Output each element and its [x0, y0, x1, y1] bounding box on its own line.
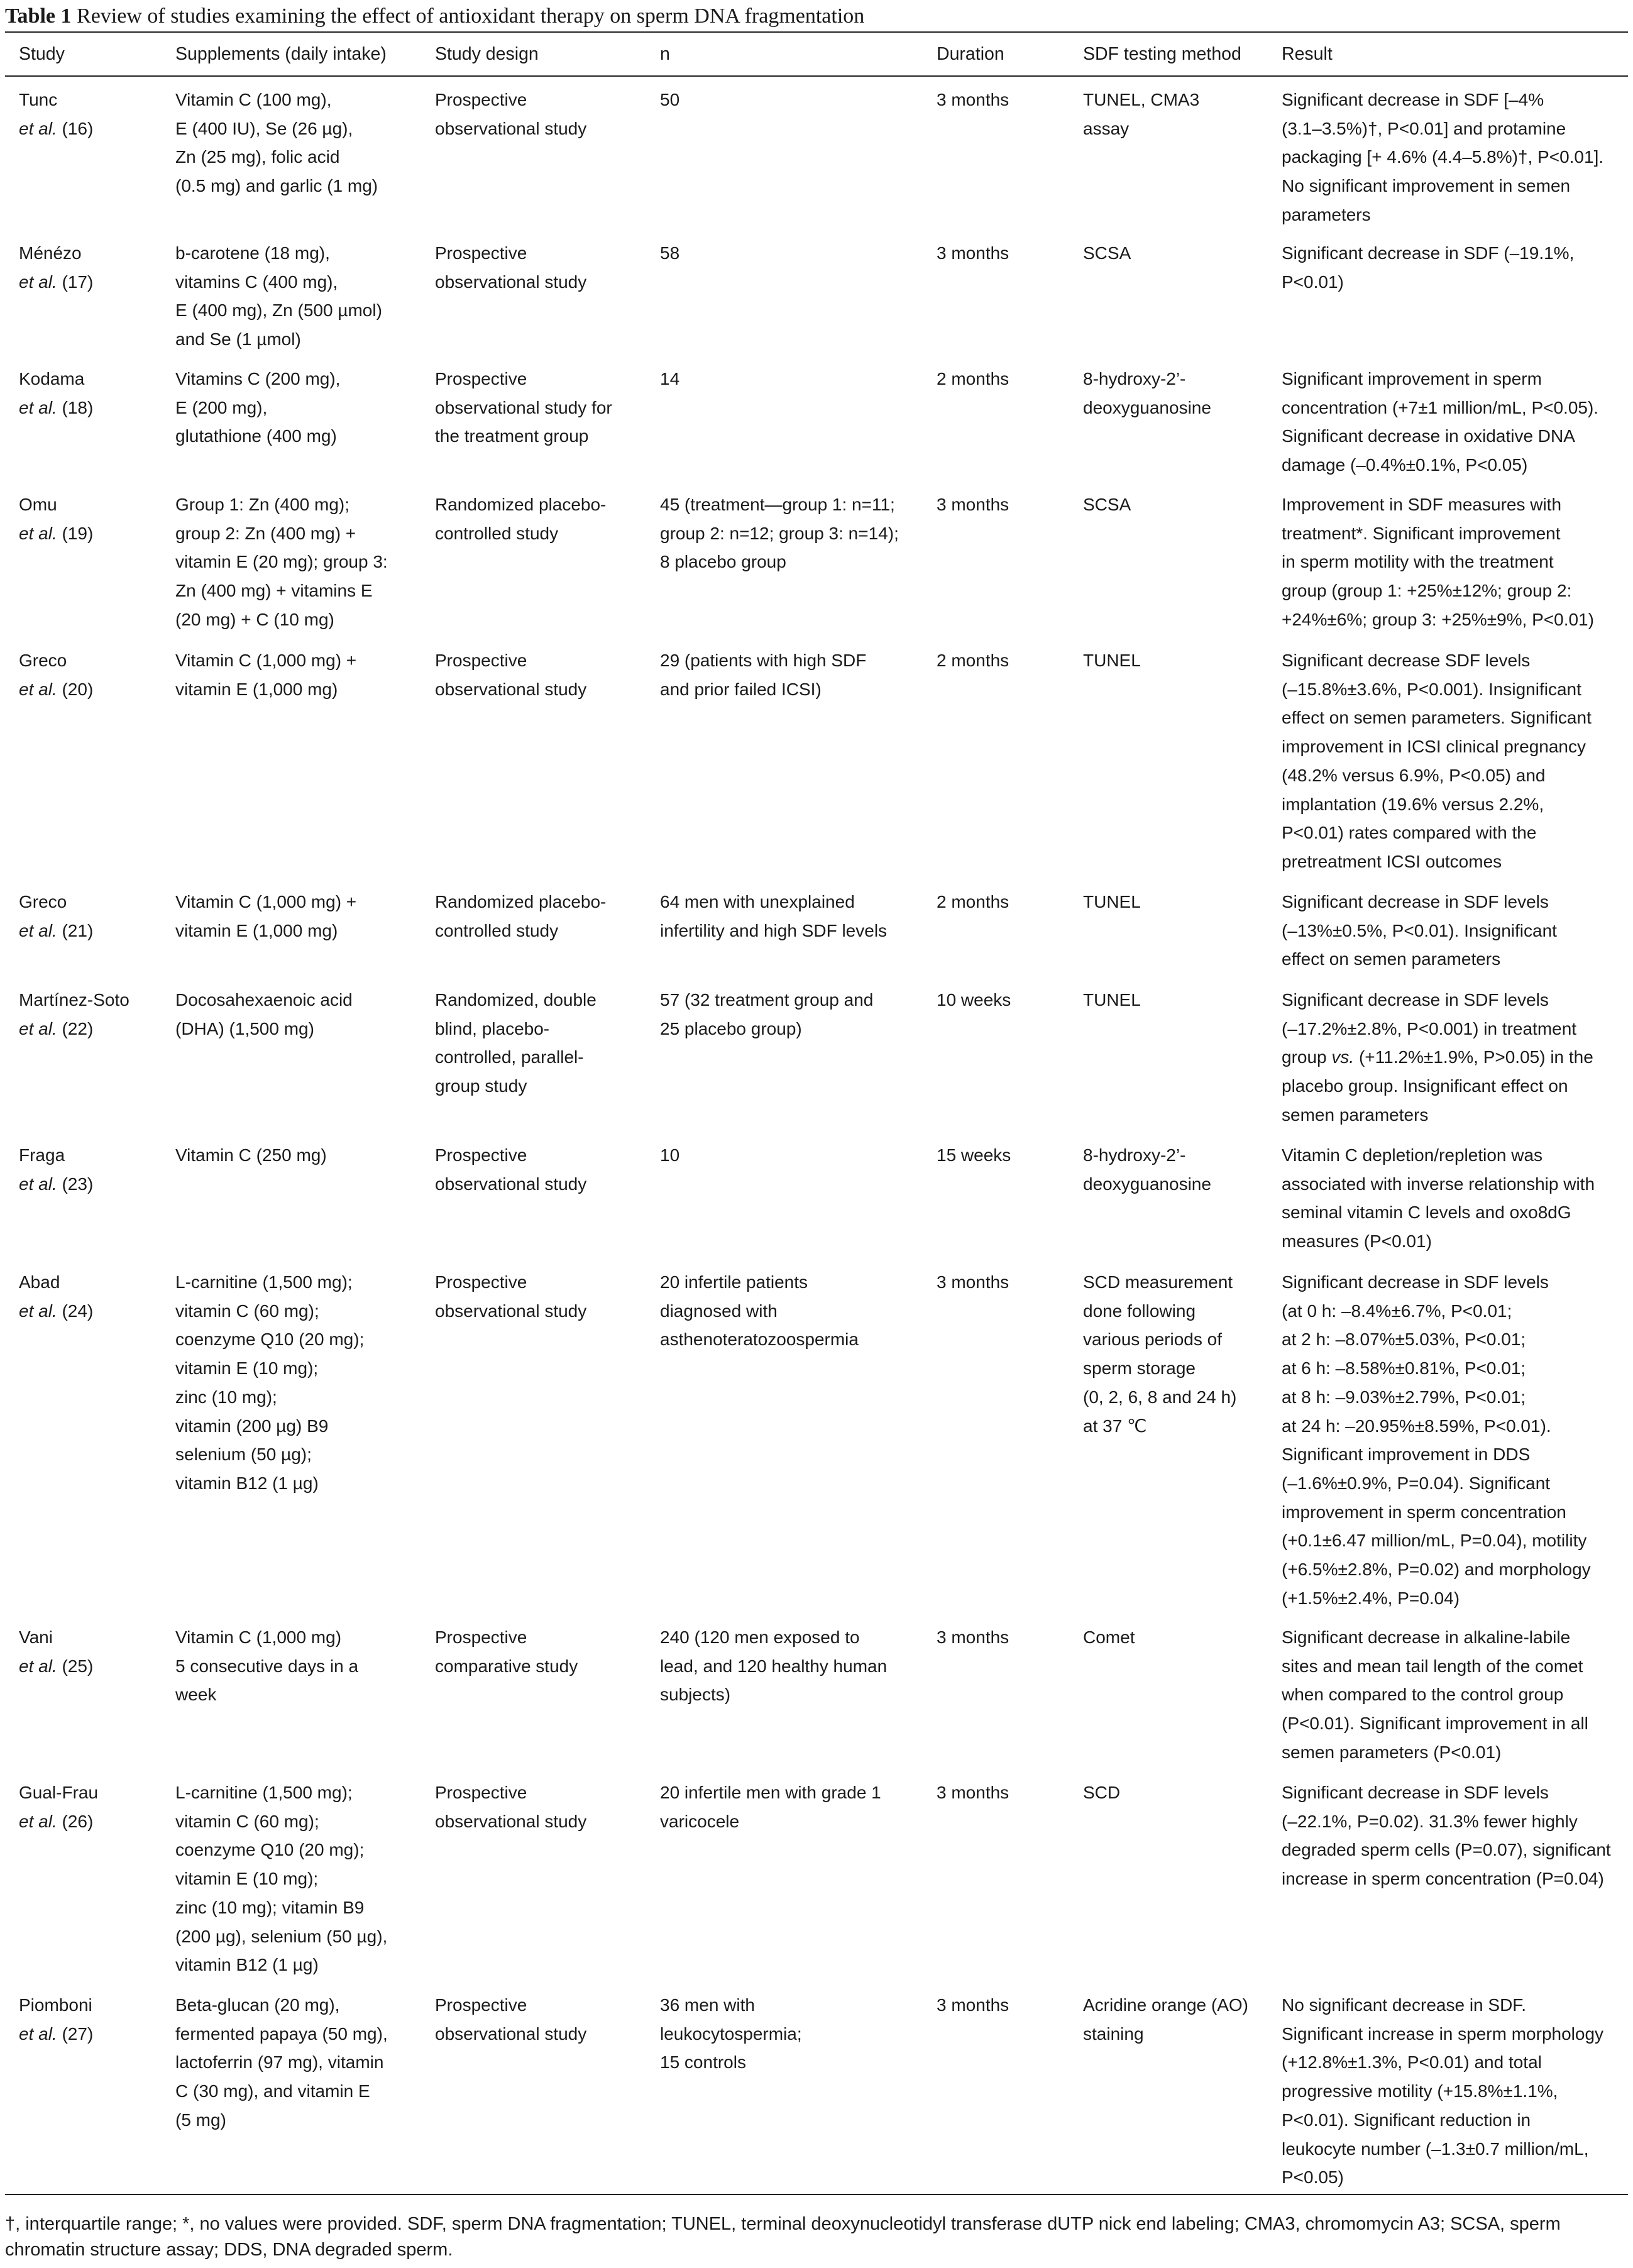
study-etal: et al. — [19, 1174, 57, 1194]
study-cell — [5, 356, 162, 482]
table-row — [5, 977, 1628, 1132]
study-ref: (23) — [62, 1174, 94, 1194]
result-cell — [1268, 977, 1628, 1132]
study-etal: et al. — [19, 1811, 57, 1831]
table-row — [5, 637, 1628, 879]
study-author: Gual-Frau — [19, 1783, 99, 1802]
header-supplements: Supplements (daily intake) — [162, 32, 421, 76]
study-ref: (21) — [62, 920, 94, 940]
method-cell: TUNEL — [1083, 990, 1141, 1010]
design-cell: Prospective observational study — [435, 1272, 587, 1321]
study-etal: et al. — [19, 920, 57, 940]
study-etal: et al. — [19, 2023, 57, 2044]
supplements-cell: Beta-glucan (20 mg), fermented papaya (50 mg), lactoferrin (97 mg), vitamin C (30 mg), and vitamin E (5 mg) — [162, 1982, 421, 2194]
duration-cell: 2 months — [937, 369, 1009, 388]
result-vs: vs. — [1331, 1047, 1355, 1067]
n-cell: 240 (120 men exposed to lead, and 120 healthy human subjects) — [660, 1627, 888, 1705]
study-ref: (19) — [62, 523, 94, 543]
method-cell: SCSA — [1083, 243, 1131, 263]
result-cell: Significant decrease in SDF levels (–22.1%, P=0.02). 31.3% fewer highly degraded sperm cells (P=0.07), significant increase in sperm concentration (P=0.04) — [1282, 1783, 1611, 1889]
study-ref: (27) — [62, 2023, 94, 2044]
study-ref: (25) — [62, 1656, 94, 1676]
header-n: n — [646, 32, 923, 76]
supplements-cell: Vitamins C (200 mg), E (200 mg), glutathione (400 mg) — [175, 369, 341, 446]
n-cell: 45 (treatment—group 1: n=11; group 2: n=12; group 3: n=14); 8 placebo group — [660, 495, 899, 572]
study-cell — [5, 1614, 162, 1770]
method-cell: TUNEL, CMA3 assay — [1083, 90, 1200, 138]
supplements-cell: Vitamin C (1,000 mg) + vitamin E (1,000 mg) — [175, 892, 357, 940]
n-cell: 10 — [660, 1145, 680, 1165]
header-sdf-method: SDF testing method — [1069, 32, 1268, 76]
result-cell: No significant decrease in SDF. Significant increase in sperm morphology (+12.8%±1.3%, P<0.01) and total progressive motility (+15.8%±1.1%, P<0.01). Significant reduction in leukocyte number (–1.3±0.7 million/mL, P<0.05) — [1268, 1982, 1628, 2194]
n-cell: 64 men with unexplained infertility and high SDF levels — [660, 892, 888, 940]
table-caption-text: Review of studies examining the effect of antioxidant therapy on sperm DNA fragmentation — [77, 4, 865, 28]
table-caption — [5, 0, 1628, 31]
table-row — [5, 230, 1628, 356]
method-cell: TUNEL — [1083, 892, 1141, 911]
table-row — [5, 76, 1628, 230]
study-ref: (17) — [62, 272, 94, 292]
duration-cell: 3 months — [937, 90, 1009, 109]
study-author: Greco — [19, 651, 67, 670]
design-cell: Randomized placebo- controlled study — [435, 495, 607, 543]
result-cell: Significant decrease in SDF (–19.1%, P<0.01) — [1282, 243, 1575, 292]
study-etal: et al. — [19, 118, 57, 138]
study-author: Fraga — [19, 1145, 65, 1165]
table-caption-label: Table 1 — [5, 4, 72, 28]
header-study: Study — [5, 32, 162, 76]
table-row — [5, 1770, 1628, 1982]
duration-cell: 3 months — [937, 495, 1009, 514]
header-study-design: Study design — [421, 32, 646, 76]
design-cell: Prospective observational study — [435, 90, 587, 138]
design-cell: Prospective observational study — [421, 1982, 646, 2194]
result-cell: Significant decrease SDF levels (–15.8%±3.6%, P<0.001). Insignificant effect on semen parameters. Significant improvement in ICSI clinical pregnancy (48.2% versus 6.9%, P<0.05) and implantation (19.6% versus 2.2%, P<0.01) rates compared with the pretreatment ICSI outcomes — [1282, 651, 1592, 871]
header-duration: Duration — [923, 32, 1069, 76]
study-author: Tunc — [19, 90, 58, 109]
study-ref: (20) — [62, 679, 94, 699]
study-etal: et al. — [19, 523, 57, 543]
duration-cell: 15 weeks — [937, 1145, 1011, 1165]
header-result: Result — [1268, 32, 1628, 76]
supplements-cell: Vitamin C (100 mg), E (400 IU), Se (26 µg), Zn (25 mg), folic acid (0.5 mg) and garlic (1 mg) — [175, 90, 378, 196]
result-text: Significant decrease in SDF levels (–17.2%±2.8%, P<0.001) in treatment group — [1282, 990, 1577, 1067]
n-cell: 50 — [660, 90, 680, 109]
method-cell: 8-hydroxy-2’- deoxyguanosine — [1083, 369, 1211, 417]
study-cell — [5, 230, 162, 356]
n-cell: 29 (patients with high SDF and prior failed ICSI) — [660, 651, 867, 699]
duration-cell: 2 months — [937, 651, 1009, 670]
study-author: Vani — [19, 1627, 53, 1647]
study-cell — [5, 879, 162, 977]
method-cell: Comet — [1083, 1627, 1135, 1647]
table-row — [5, 482, 1628, 637]
study-ref: (16) — [62, 118, 94, 138]
design-cell: Prospective observational study — [435, 1783, 587, 1831]
study-cell — [5, 1132, 162, 1259]
study-cell — [5, 76, 162, 230]
result-text: (+11.2%±1.9%, P>0.05) in the placebo group. Insignificant effect on semen parameters — [1282, 1047, 1593, 1125]
method-cell: Acridine orange (AO) staining — [1069, 1982, 1268, 2194]
table-header-row — [5, 32, 1628, 76]
design-cell: Prospective observational study — [435, 243, 587, 292]
supplements-cell: Docosahexaenoic acid (DHA) (1,500 mg) — [175, 990, 353, 1038]
table-row — [5, 879, 1628, 977]
table-row — [5, 1614, 1628, 1770]
study-author: Abad — [19, 1272, 60, 1292]
table-footnote: †, interquartile range; *, no values were provided. SDF, sperm DNA fragmentation; TUNEL, terminal deoxynucleotidyl transferase dUTP nick end labeling; CMA3, chromomycin A3; SCSA, sperm chromatin structure assay; DDS, DNA degraded sperm. — [5, 2214, 1561, 2260]
table-row — [5, 1132, 1628, 1259]
method-cell: SCD measurement done following various periods of sperm storage (0, 2, 6, 8 and 24 h) at 37 ℃ — [1083, 1272, 1237, 1436]
duration-cell: 3 months — [937, 243, 1009, 263]
study-author: Martínez-Soto — [19, 990, 129, 1010]
n-cell: 57 (32 treatment group and 25 placebo group) — [660, 990, 874, 1038]
study-etal: et al. — [19, 679, 57, 699]
supplements-cell: Group 1: Zn (400 mg); group 2: Zn (400 mg) + vitamin E (20 mg); group 3: Zn (400 mg) + vitamins E (20 mg) + C (10 mg) — [175, 495, 388, 629]
study-cell — [5, 637, 162, 879]
study-ref: (22) — [62, 1018, 94, 1038]
study-ref: (24) — [62, 1301, 94, 1321]
result-cell: Significant improvement in sperm concentration (+7±1 million/mL, P<0.05). Significant decrease in oxidative DNA damage (–0.4%±0.1%, P<0.05) — [1282, 369, 1599, 475]
study-etal: et al. — [19, 1301, 57, 1321]
result-cell: Vitamin C depletion/repletion was associated with inverse relationship with seminal vitamin C levels and oxo8dG measures (P<0.01) — [1282, 1145, 1595, 1252]
method-cell: SCSA — [1083, 495, 1131, 514]
result-cell: Significant decrease in alkaline-labile sites and mean tail length of the comet when compared to the control group (P<0.01). Significant improvement in all semen parameters (P<0.01) — [1282, 1627, 1588, 1762]
studies-table — [5, 31, 1628, 2195]
design-cell: Prospective observational study — [435, 651, 587, 699]
duration-cell: 3 months — [937, 1627, 1009, 1647]
study-author: Omu — [19, 495, 57, 514]
method-cell: TUNEL — [1083, 651, 1141, 670]
study-cell — [5, 1982, 162, 2194]
page — [5, 0, 1628, 2263]
result-cell: Significant decrease in SDF [–4% (3.1–3.5%)†, P<0.01] and protamine packaging [+ 4.6% (4.4–5.8%)†, P<0.01]. No significant improvement in semen parameters — [1282, 90, 1604, 224]
study-author: Piomboni — [19, 1995, 92, 2015]
design-cell: Randomized placebo- controlled study — [435, 892, 607, 940]
study-etal: et al. — [19, 397, 57, 417]
n-cell: 20 infertile men with grade 1 varicocele — [660, 1783, 881, 1831]
design-cell: Prospective comparative study — [435, 1627, 578, 1676]
study-author: Ménézo — [19, 243, 82, 263]
study-author: Greco — [19, 892, 67, 911]
result-cell: Significant decrease in SDF levels (at 0 h: –8.4%±6.7%, P<0.01; at 2 h: –8.07%±5.03%, P<0.01; at 6 h: –8.58%±0.81%, P<0.01; at 8 h: –9.03%±2.79%, P<0.01; at 24 h: –20.95%±8.59%, P<0.01). Significant improvement in DDS (–1.6%±0.9%, P=0.04). Significant improvement in sperm concentration (+0.1±6.47 million/mL, P=0.04), motility (+6.5%±2.8%, P=0.02) and morphology (+1.5%±2.4%, P=0.04) — [1282, 1272, 1591, 1608]
duration-cell: 3 months — [937, 1272, 1009, 1292]
method-cell: SCD — [1083, 1783, 1121, 1802]
table-row — [5, 1982, 1628, 2194]
result-cell: Significant decrease in SDF levels (–13%±0.5%, P<0.01). Insignificant effect on semen parameters — [1282, 892, 1557, 969]
study-ref: (18) — [62, 397, 94, 417]
supplements-cell: L-carnitine (1,500 mg); vitamin C (60 mg); coenzyme Q10 (20 mg); vitamin E (10 mg); zinc (10 mg); vitamin (200 µg) B9 selenium (50 µg); vitamin B12 (1 µg) — [175, 1272, 365, 1493]
supplements-cell: Vitamin C (1,000 mg) + vitamin E (1,000 mg) — [175, 651, 357, 699]
n-cell: 36 men with leukocytospermia; 15 controls — [646, 1982, 923, 2194]
duration-cell: 10 weeks — [937, 990, 1011, 1010]
table-row — [5, 356, 1628, 482]
study-cell — [5, 482, 162, 637]
study-etal: et al. — [19, 272, 57, 292]
study-cell — [5, 1259, 162, 1614]
study-etal: et al. — [19, 1018, 57, 1038]
duration-cell: 3 months — [937, 1783, 1009, 1802]
supplements-cell: b-carotene (18 mg), vitamins C (400 mg), E (400 mg), Zn (500 µmol) and Se (1 µmol) — [175, 243, 382, 350]
design-cell: Prospective observational study for the treatment group — [435, 369, 612, 446]
supplements-cell: Vitamin C (250 mg) — [175, 1145, 327, 1165]
result-cell: Improvement in SDF measures with treatment*. Significant improvement in sperm motility with the treatment group (group 1: +25%±12%; group 2: +24%±6%; group 3: +25%±9%, P<0.01) — [1282, 495, 1594, 629]
n-cell: 58 — [660, 243, 680, 263]
supplements-cell: Vitamin C (1,000 mg) 5 consecutive days in a week — [175, 1627, 359, 1705]
study-cell — [5, 977, 162, 1132]
n-cell: 20 infertile patients diagnosed with asthenoteratozoospermia — [660, 1272, 859, 1350]
n-cell: 14 — [660, 369, 680, 388]
duration-cell: 2 months — [937, 892, 1009, 911]
table-row — [5, 1259, 1628, 1614]
study-cell — [5, 1770, 162, 1982]
supplements-cell: L-carnitine (1,500 mg); vitamin C (60 mg); coenzyme Q10 (20 mg); vitamin E (10 mg); zinc (10 mg); vitamin B9 (200 µg), selenium (50 µg), vitamin B12 (1 µg) — [175, 1783, 388, 1975]
study-etal: et al. — [19, 1656, 57, 1676]
design-cell: Prospective observational study — [435, 1145, 587, 1194]
study-author: Kodama — [19, 369, 85, 388]
method-cell: 8-hydroxy-2’- deoxyguanosine — [1083, 1145, 1211, 1194]
duration-cell: 3 months — [923, 1982, 1069, 2194]
study-ref: (26) — [62, 1811, 94, 1831]
design-cell: Randomized, double blind, placebo- controlled, parallel- group study — [435, 990, 597, 1096]
